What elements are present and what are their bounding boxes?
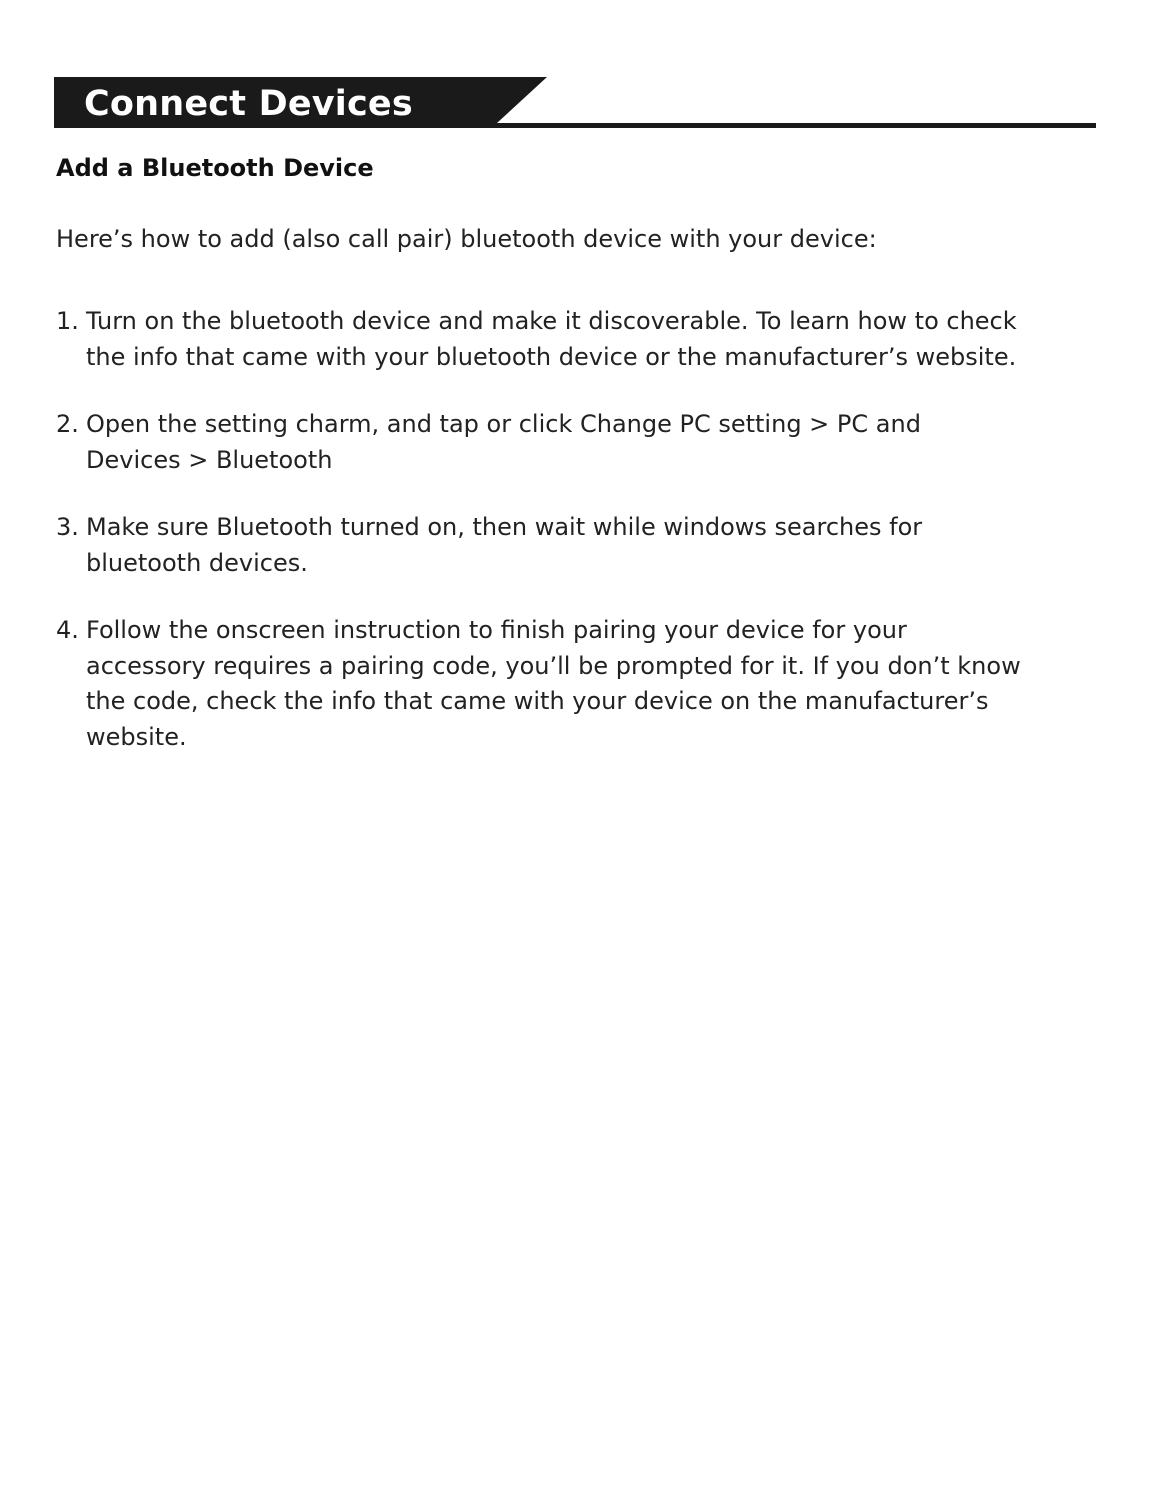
- step-line: bluetooth devices.: [86, 548, 308, 577]
- step-text: [86, 510, 1106, 581]
- step-item: [56, 304, 1106, 375]
- step-line: Open the setting charm, and tap or click Change PC setting > PC and: [86, 410, 921, 438]
- step-number: 1.: [56, 307, 79, 335]
- intro-paragraph: Here’s how to add (also call pair) bluetooth device with your device:: [56, 225, 877, 253]
- step-line: Follow the onscreen instruction to finish pairing your device for your: [86, 616, 907, 644]
- step-item: [56, 510, 1106, 581]
- step-line: Make sure Bluetooth turned on, then wait while windows searches for: [86, 513, 923, 541]
- step-line: the info that came with your bluetooth device or the manufacturer’s website.: [86, 342, 1017, 371]
- step-text: [86, 407, 1106, 478]
- step-item: [56, 613, 1106, 755]
- step-item: [56, 407, 1106, 478]
- page-title: Connect Devices: [84, 84, 413, 124]
- step-line: accessory requires a pairing code, you’ll be prompted for it. If you don’t know: [86, 651, 1021, 680]
- step-number: 2.: [56, 410, 79, 438]
- step-number: 4.: [56, 616, 79, 644]
- step-number: 3.: [56, 513, 79, 541]
- step-text: [86, 613, 1106, 755]
- section-heading: Add a Bluetooth Device: [56, 154, 374, 182]
- step-line: Devices > Bluetooth: [86, 445, 333, 474]
- page-header: [54, 77, 1096, 129]
- instruction-steps: [56, 304, 1106, 787]
- step-text: [86, 304, 1106, 375]
- step-line: the code, check the info that came with your device on the manufacturer’s: [86, 687, 989, 715]
- step-line: Turn on the bluetooth device and make it discoverable. To learn how to check: [86, 307, 1017, 335]
- step-line: website.: [86, 722, 187, 751]
